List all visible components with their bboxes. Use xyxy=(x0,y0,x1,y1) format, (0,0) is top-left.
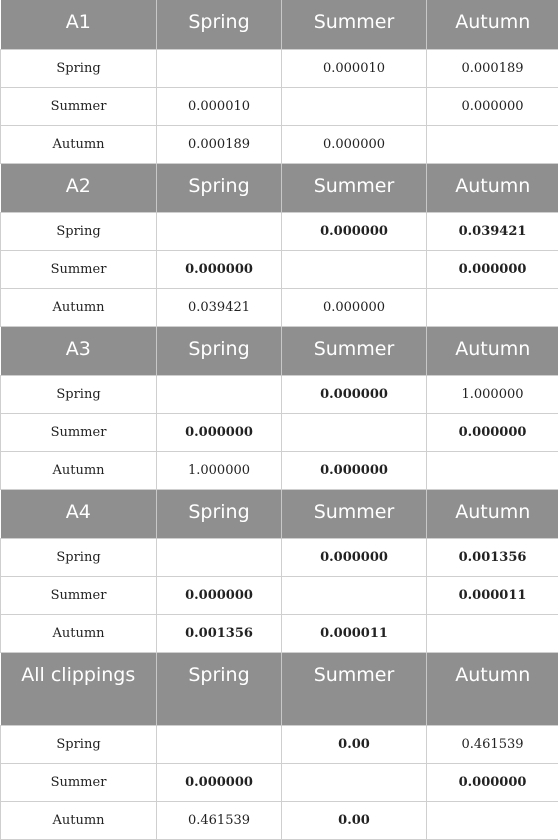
row-label: Summer xyxy=(1,413,157,451)
table-cell: 0.000189 xyxy=(157,125,282,163)
table-cell xyxy=(157,538,282,576)
table-cell xyxy=(157,725,282,763)
table-row xyxy=(1,763,558,801)
table-row xyxy=(1,250,558,288)
table-cell: 0.000000 xyxy=(157,576,282,614)
column-header: Spring xyxy=(157,0,282,49)
table-cell: 0.000000 xyxy=(282,212,427,250)
block-label: A2 xyxy=(1,163,157,212)
table-row xyxy=(1,49,558,87)
table-cell xyxy=(282,413,427,451)
table-cell: 0.000011 xyxy=(427,576,558,614)
table-row xyxy=(1,538,558,576)
row-label: Spring xyxy=(1,375,157,413)
table-cell: 0.039421 xyxy=(427,212,558,250)
table-cell xyxy=(427,801,558,839)
table-cell xyxy=(282,250,427,288)
row-label: Summer xyxy=(1,250,157,288)
block-header-row xyxy=(1,652,558,725)
column-header: Summer xyxy=(282,0,427,49)
table-cell: 0.000000 xyxy=(282,451,427,489)
table-cell xyxy=(157,49,282,87)
column-header: Summer xyxy=(282,652,427,725)
table-cell: 0.001356 xyxy=(427,538,558,576)
table-cell: 0.461539 xyxy=(427,725,558,763)
table-cell xyxy=(157,212,282,250)
table-row xyxy=(1,87,558,125)
table-cell: 0.000000 xyxy=(157,413,282,451)
row-label: Autumn xyxy=(1,451,157,489)
table-cell: 0.461539 xyxy=(157,801,282,839)
block-header-row xyxy=(1,0,558,49)
column-header: Spring xyxy=(157,326,282,375)
table-row xyxy=(1,288,558,326)
row-label: Spring xyxy=(1,49,157,87)
table-cell: 0.000000 xyxy=(157,763,282,801)
table-row xyxy=(1,614,558,652)
table-cell: 0.000000 xyxy=(427,413,558,451)
column-header: Summer xyxy=(282,489,427,538)
table-cell: 0.000000 xyxy=(282,125,427,163)
table-row xyxy=(1,576,558,614)
block-label: A4 xyxy=(1,489,157,538)
row-label: Summer xyxy=(1,763,157,801)
table-cell xyxy=(427,125,558,163)
column-header: Spring xyxy=(157,652,282,725)
row-label: Autumn xyxy=(1,801,157,839)
block-header-row xyxy=(1,163,558,212)
table-row xyxy=(1,212,558,250)
table-cell: 0.000000 xyxy=(157,250,282,288)
table-cell: 0.000000 xyxy=(282,288,427,326)
table-cell xyxy=(282,87,427,125)
table-cell: 0.00 xyxy=(282,725,427,763)
row-label: Spring xyxy=(1,212,157,250)
column-header: Autumn xyxy=(427,652,558,725)
column-header: Spring xyxy=(157,163,282,212)
column-header: Autumn xyxy=(427,489,558,538)
table-row xyxy=(1,725,558,763)
table-row xyxy=(1,413,558,451)
table-cell: 1.000000 xyxy=(157,451,282,489)
column-header: Autumn xyxy=(427,0,558,49)
table-cell: 0.000010 xyxy=(157,87,282,125)
table-cell: 0.000000 xyxy=(427,250,558,288)
table-cell: 0.000000 xyxy=(427,87,558,125)
table-cell: 0.00 xyxy=(282,801,427,839)
table-row xyxy=(1,375,558,413)
row-label: Spring xyxy=(1,538,157,576)
row-label: Autumn xyxy=(1,288,157,326)
table-cell xyxy=(282,576,427,614)
table-cell: 0.000010 xyxy=(282,49,427,87)
table-cell xyxy=(427,288,558,326)
table-cell: 0.000011 xyxy=(282,614,427,652)
column-header: Summer xyxy=(282,326,427,375)
column-header: Autumn xyxy=(427,326,558,375)
row-label: Summer xyxy=(1,576,157,614)
table-cell xyxy=(427,614,558,652)
table-cell xyxy=(282,763,427,801)
row-label: Autumn xyxy=(1,125,157,163)
table-body xyxy=(1,0,558,839)
row-label: Autumn xyxy=(1,614,157,652)
table-cell: 0.000000 xyxy=(282,538,427,576)
block-label: A1 xyxy=(1,0,157,49)
row-label: Spring xyxy=(1,725,157,763)
table-row xyxy=(1,801,558,839)
table-cell: 0.001356 xyxy=(157,614,282,652)
table-cell: 0.000189 xyxy=(427,49,558,87)
table-row xyxy=(1,125,558,163)
row-label: Summer xyxy=(1,87,157,125)
column-header: Summer xyxy=(282,163,427,212)
table-cell: 0.000000 xyxy=(282,375,427,413)
column-header: Autumn xyxy=(427,163,558,212)
table-cell: 0.000000 xyxy=(427,763,558,801)
table-cell xyxy=(427,451,558,489)
table-row xyxy=(1,451,558,489)
table-cell: 0.039421 xyxy=(157,288,282,326)
block-label: A3 xyxy=(1,326,157,375)
column-header: Spring xyxy=(157,489,282,538)
block-header-row xyxy=(1,489,558,538)
block-header-row xyxy=(1,326,558,375)
table-cell xyxy=(157,375,282,413)
table-cell: 1.000000 xyxy=(427,375,558,413)
block-label: All clippings xyxy=(1,652,157,725)
